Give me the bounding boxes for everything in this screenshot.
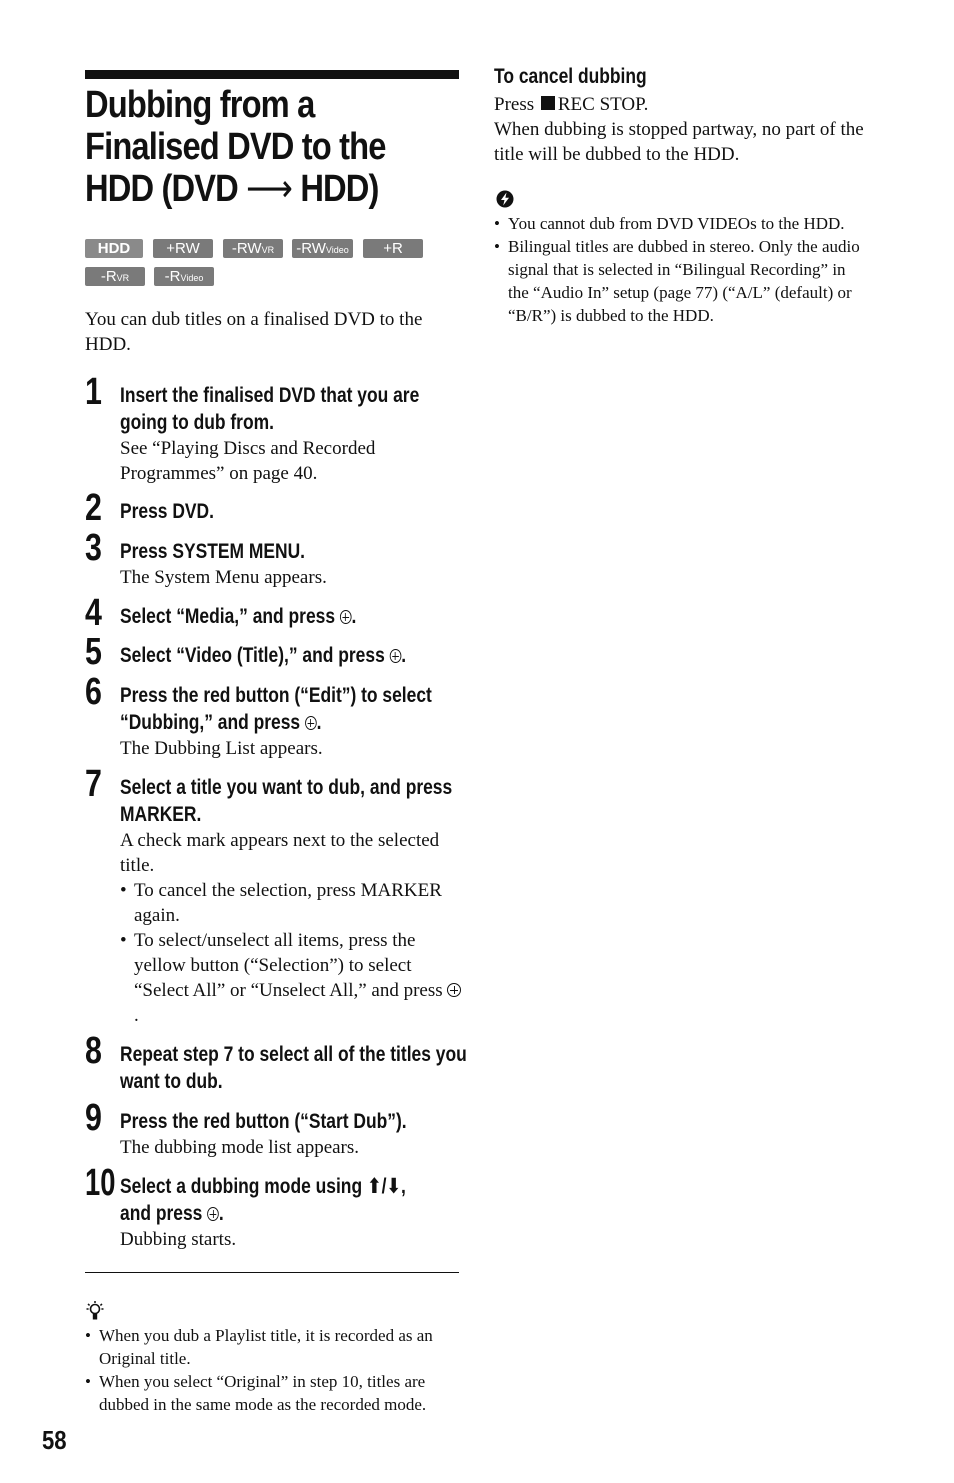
enter-button-icon [207,1207,219,1221]
badge-r-vr-main: -R [100,268,117,285]
step-8 [85,1030,467,1095]
step-number: 9 [85,1097,102,1139]
cancel-dubbing-heading: To cancel dubbing [494,65,647,88]
step-number: 1 [85,371,102,413]
step-number: 10 [85,1162,116,1204]
bullet: • [120,880,127,901]
bullet: • [120,930,127,951]
badge-r-video [154,267,214,286]
bullet: • [85,1326,91,1345]
note-text: You cannot dub from DVD VIDEOs to the HDD. [508,214,845,233]
list-item [120,928,465,1028]
title-rule [85,70,459,79]
cancel-dubbing-body [494,92,874,167]
badge-r-video-sub: Video [180,273,204,283]
step-heading: Press SYSTEM MENU. [120,540,306,563]
page-title [85,84,446,210]
step-heading-tail: . [316,711,322,734]
step-10 [85,1162,465,1252]
step-number: 7 [85,763,102,805]
cancel-explanation: When dubbing is stopped partway, no part of the title will be dubbed to the HDD. [494,119,864,165]
step-number: 5 [85,631,102,673]
section-divider [85,1272,459,1273]
list-item [85,1324,465,1370]
list-item [120,878,465,928]
step-number: 4 [85,592,102,634]
step-number: 8 [85,1030,102,1072]
badge-r-vr [85,267,145,286]
title-line-1: Dubbing from a [85,84,315,126]
cancel-press-text: Press [494,94,535,115]
stop-icon [541,96,555,110]
step-body [120,828,465,1028]
badge-r-vr-sub: VR [116,273,130,283]
step-heading-text: Select a dubbing mode using [120,1175,363,1198]
enter-button-icon [447,983,461,997]
badge-rw-vr [223,239,283,258]
step-body: The dubbing mode list appears. [120,1137,360,1158]
step-heading: Press DVD. [120,500,214,523]
step-heading [120,682,469,736]
step-body: The System Menu appears. [120,567,327,588]
list-item [85,1370,465,1416]
list-item [494,212,864,235]
cancel-stop-text: REC STOP. [557,94,649,115]
enter-button-icon [340,610,352,624]
step-2 [85,487,465,529]
badge-rw-vr-main: -RW [231,240,262,257]
step-9 [85,1097,465,1160]
badge-plus-rw: +RW [153,239,213,258]
hint-list [85,1324,465,1416]
step-heading-tail: . [351,605,357,628]
step-heading-text: Select “Video (Title),” and press [120,644,385,667]
bullet: • [85,1372,91,1391]
step-heading-text: Press the red button (“Edit”) to select “Dubbing,” and press [120,684,432,734]
badge-rw-video-sub: Video [325,245,349,255]
list-item [494,235,864,327]
step-number: 6 [85,671,102,713]
note-icon [495,189,515,209]
up-down-arrow-icon: ⬆/⬇ [366,1175,402,1198]
step-3 [85,527,465,590]
title-line-2: Finalised DVD to the [85,126,386,168]
step-body: See “Playing Discs and Recorded Programmes” on page 40. [120,438,376,484]
enter-button-icon [390,649,402,663]
step-heading-text: Select “Media,” and press [120,605,336,628]
step-6 [85,671,465,761]
page-number: 58 [42,1425,67,1455]
title-line-3-end: HDD) [292,168,379,210]
cancel-instruction [494,92,874,117]
step-1 [85,371,465,486]
title-line-3 [85,168,446,210]
step-body: Dubbing starts. [120,1229,237,1250]
step-heading-tail: . [218,1202,224,1225]
step-heading [120,1173,469,1227]
badge-hdd: HDD [85,239,143,258]
list-item-tail: . [134,1005,139,1026]
step-4 [85,592,465,634]
intro-text: You can dub titles on a finalised DVD to the HDD. [85,309,423,355]
step-7 [85,763,465,1028]
step-heading: Insert the finalised DVD that you are going to dub from. [120,384,420,434]
badge-rw-vr-sub: VR [261,245,275,255]
list-item-text: To cancel the selection, press MARKER again. [134,880,442,926]
step-heading [120,642,469,669]
right-arrow-icon: ⟶ [246,168,293,210]
enter-button-icon [305,716,317,730]
note-text: Bilingual titles are dubbed in stereo. Only the audio signal that is selected in “Bilingual Recording” in the “Audio In” setup (page 77) (“A/L” (default) or “B/R”) is dubbed to the HDD. [508,237,860,325]
list-item-text: To select/unselect all items, press the yellow button (“Selection”) to select “Select All” or “Unselect All,” and press [134,930,443,1001]
step-number: 2 [85,487,102,529]
badge-rw-video-main: -RW [296,240,326,257]
hint-text: When you dub a Playlist title, it is recorded as an Original title. [99,1326,433,1368]
step-heading: Select a title you want to dub, and press MARKER. [120,776,453,826]
step-5 [85,631,465,673]
step-number: 3 [85,527,102,569]
badge-rw-video [292,239,353,258]
step-heading-text-2: and press [120,1202,203,1225]
step-heading: Press the red button (“Start Dub”). [120,1110,407,1133]
step-description: A check mark appears next to the selected title. [120,830,440,876]
bullet: • [494,237,500,256]
bullet: • [494,214,500,233]
hint-text: When you select “Original” in step 10, titles are dubbed in the same mode as the recorded mode. [99,1372,427,1414]
badge-r-video-main: -R [164,268,181,285]
step-heading-tail: . [401,644,407,667]
step-heading: Repeat step 7 to select all of the titles you want to dub. [120,1043,467,1093]
badge-plus-r: +R [363,239,423,258]
step-heading-comma: , [401,1175,406,1198]
hint-lightbulb-icon [86,1300,104,1322]
step-body: The Dubbing List appears. [120,738,323,759]
title-line-3-start: HDD (DVD [85,168,247,210]
step-heading [120,603,469,630]
note-list [494,212,864,327]
